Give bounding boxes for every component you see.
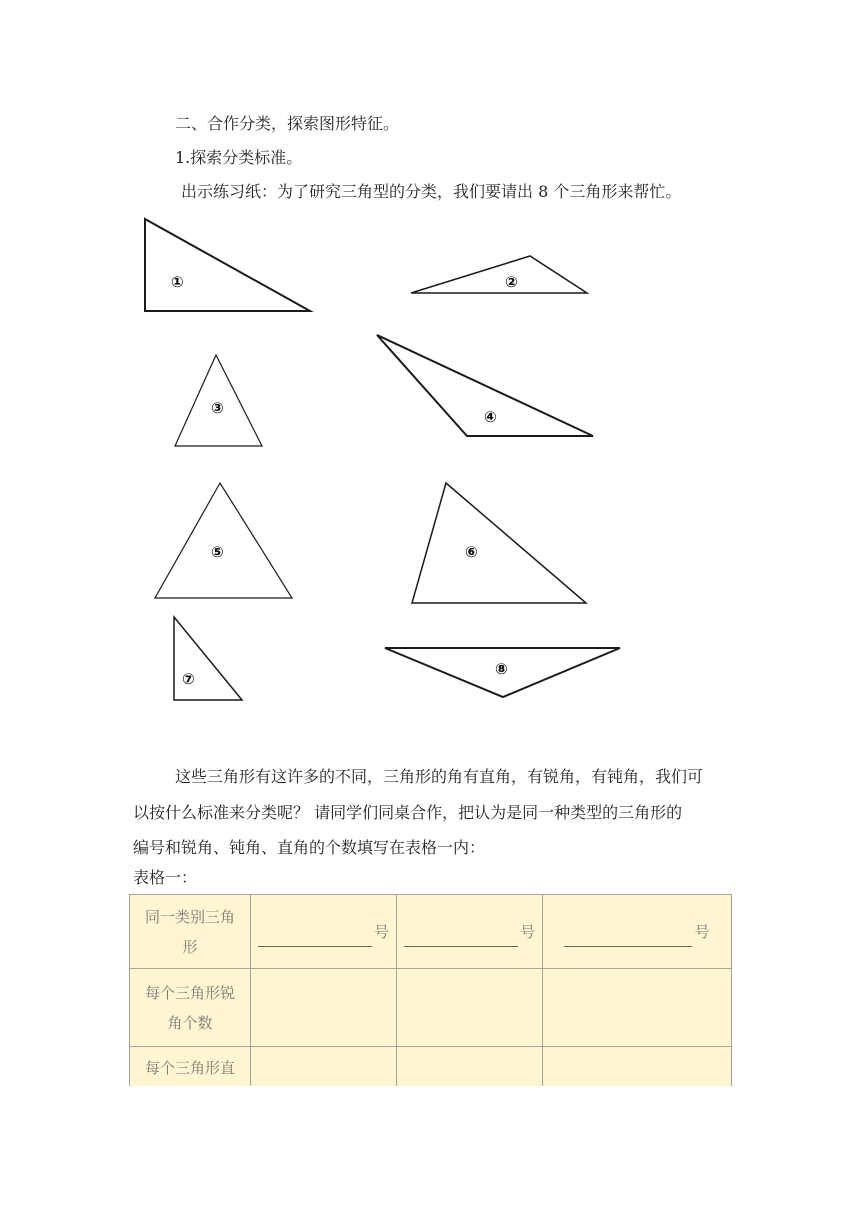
table-row bbox=[130, 895, 732, 969]
triangle-label-4: ④ bbox=[484, 408, 497, 426]
number-blank-cell[interactable]: 号 bbox=[543, 895, 732, 969]
number-blank-cell[interactable]: 号 bbox=[397, 895, 543, 969]
triangle-label-7: ⑦ bbox=[182, 670, 195, 688]
table-row bbox=[130, 969, 732, 1047]
triangle-label-3: ③ bbox=[211, 399, 224, 417]
triangle-label-2: ② bbox=[505, 273, 518, 291]
acute-count-cell[interactable] bbox=[543, 969, 732, 1047]
triangle-label-1: ① bbox=[171, 273, 184, 291]
row-header-right: 每个三角形直 bbox=[130, 1047, 251, 1087]
section-heading: 二、合作分类，探索图形特征。 bbox=[175, 114, 400, 133]
triangle-label-6: ⑥ bbox=[465, 543, 478, 561]
row-header-class: 同一类别三角 形 bbox=[130, 895, 251, 969]
triangle-5 bbox=[155, 483, 292, 598]
paragraph-line-1: 这些三角形有这许多的不同，三角形的角有直角，有锐角，有钝角，我们可 bbox=[175, 767, 704, 786]
right-count-cell[interactable] bbox=[397, 1047, 543, 1087]
number-blank-cell[interactable]: 号 bbox=[251, 895, 397, 969]
right-count-cell[interactable] bbox=[251, 1047, 397, 1087]
intro-text: 出示练习纸：为了研究三角型的分类，我们要请出 8 个三角形来帮忙。 bbox=[181, 182, 682, 201]
subheading: 1.探索分类标准。 bbox=[175, 148, 303, 167]
table-clip bbox=[129, 894, 733, 1086]
acute-count-cell[interactable] bbox=[397, 969, 543, 1047]
paragraph-line-3: 编号和锐角、钝角、直角的个数填写在表格一内： bbox=[133, 838, 486, 857]
triangle-6 bbox=[412, 483, 586, 603]
right-count-cell[interactable] bbox=[543, 1047, 732, 1087]
classification-table bbox=[129, 894, 732, 1086]
paragraph-line-2: 以按什么标准来分类呢？ 请同学们同桌合作，把认为是同一种类型的三角形的 bbox=[133, 803, 683, 822]
acute-count-cell[interactable] bbox=[251, 969, 397, 1047]
triangle-label-8: ⑧ bbox=[495, 660, 508, 678]
table-caption: 表格一： bbox=[133, 868, 198, 887]
row-header-acute: 每个三角形锐 角个数 bbox=[130, 969, 251, 1047]
triangle-label-5: ⑤ bbox=[211, 543, 224, 561]
table-row bbox=[130, 1047, 732, 1087]
triangle-1 bbox=[145, 219, 310, 311]
triangle-2 bbox=[411, 256, 587, 293]
